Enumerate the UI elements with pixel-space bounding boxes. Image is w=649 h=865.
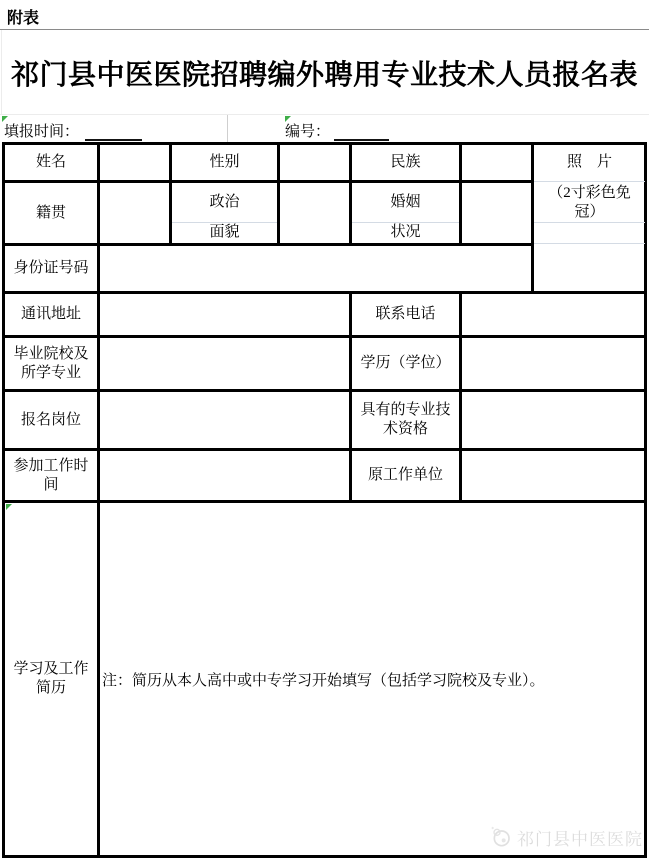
school-major-label-line2: 所学专业 [20, 364, 81, 381]
fill-date-blank[interactable] [85, 123, 142, 141]
photo-note [534, 183, 645, 223]
photo-note-line2: 冠） [574, 204, 605, 220]
political-status-label-line2: 面貌 [209, 224, 240, 240]
resume-label-line2: 简历 [35, 680, 66, 696]
header-divider [0, 29, 649, 30]
resume-label [5, 503, 97, 855]
work-start-label-line1: 参加工作时 [13, 457, 89, 474]
qualification-input-cell[interactable] [462, 392, 645, 448]
resume-label-line1: 学习及工作 [13, 661, 89, 677]
phone-input-cell[interactable] [462, 294, 645, 335]
political-status-input-cell[interactable] [280, 183, 347, 243]
grid-line [227, 115, 228, 142]
native-place-label: 籍贯 [35, 204, 66, 221]
marital-status-label-line1: 婚姻 [390, 193, 421, 210]
photo-label: 照 片 [566, 154, 612, 170]
gender-input-cell[interactable] [280, 145, 347, 180]
cell-flag-icon [285, 116, 291, 122]
marital-status-input-cell[interactable] [462, 183, 529, 243]
appendix-tag: 附表 [7, 10, 40, 27]
fill-date-label: 填报时间： [4, 124, 80, 140]
serial-blank[interactable] [334, 123, 389, 141]
address-label: 通讯地址 [20, 306, 81, 322]
school-major-label [5, 338, 97, 389]
page-title: 祁门县中医医院招聘编外聘用专业技术人员报名表 [10, 60, 638, 91]
address-input-cell[interactable] [100, 294, 347, 335]
fill-date-cell [4, 117, 224, 141]
name-input-cell[interactable] [100, 145, 167, 180]
photo-area-cell[interactable] [534, 246, 645, 291]
qualification-label-line1: 具有的专业技 [360, 402, 451, 418]
serial-label: 编号： [285, 124, 331, 140]
degree-input-cell[interactable] [462, 338, 645, 389]
name-label: 姓名 [35, 154, 66, 170]
serial-cell [285, 117, 505, 141]
hospital-logo-icon [491, 821, 511, 853]
hospital-watermark [491, 820, 643, 854]
grid-line [534, 243, 645, 244]
phone-label: 联系电话 [375, 306, 436, 322]
marital-status-label-line2: 状况 [390, 224, 421, 240]
grid-line [534, 181, 645, 182]
prior-employer-label: 原工作单位 [367, 467, 443, 483]
cell-flag-icon [6, 504, 12, 510]
work-start-label-line2: 间 [43, 476, 59, 493]
school-major-input-cell[interactable] [100, 338, 347, 389]
work-start-label [5, 451, 97, 500]
work-start-input-cell[interactable] [100, 451, 347, 500]
ethnicity-label: 民族 [390, 154, 421, 170]
school-major-label-line1: 毕业院校及 [13, 345, 89, 362]
political-status-label-line1: 政治 [209, 193, 240, 210]
position-label: 报名岗位 [20, 411, 81, 428]
id-number-label: 身份证号码 [13, 260, 89, 276]
cell-flag-icon [2, 116, 8, 122]
id-number-input-cell[interactable] [100, 246, 529, 291]
native-place-input-cell[interactable] [100, 183, 167, 243]
qualification-label-line2: 术资格 [382, 421, 428, 437]
qualification-label [352, 392, 459, 448]
photo-note-line1: （2寸彩色免 [548, 185, 631, 201]
position-input-cell[interactable] [100, 392, 347, 448]
degree-label: 学历（学位） [360, 355, 451, 371]
prior-employer-input-cell[interactable] [462, 451, 645, 500]
gender-label: 性别 [209, 154, 240, 170]
resume-note: 注：简历从本人高中或中专学习开始填写（包括学习院校及专业）。 [102, 672, 545, 689]
watermark-text: 祁门县中医医院 [517, 829, 643, 849]
ethnicity-input-cell[interactable] [462, 145, 529, 180]
grid-line [0, 114, 649, 115]
